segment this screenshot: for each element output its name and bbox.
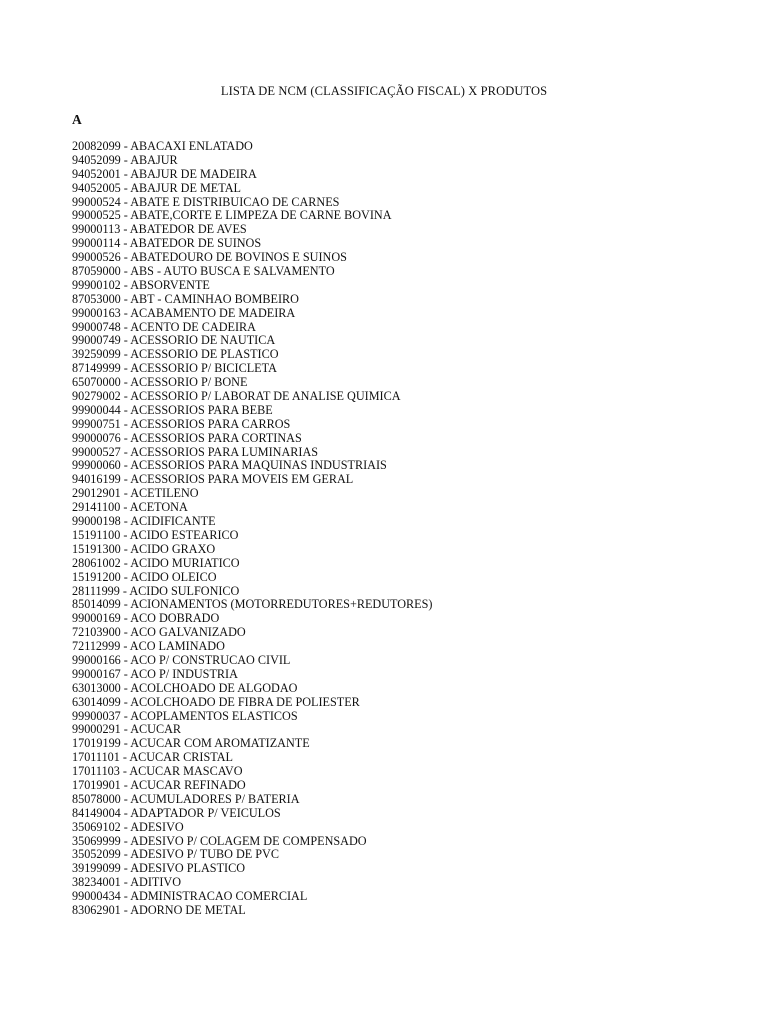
ncm-entry: 83062901 - ADORNO DE METAL xyxy=(72,902,246,917)
ncm-entry: 99000291 - ACUCAR xyxy=(72,722,182,737)
ncm-entry: 90279002 - ACESSORIO P/ LABORAT DE ANALISE QUIMICA xyxy=(72,389,401,404)
ncm-entry: 99000748 - ACENTO DE CADEIRA xyxy=(72,319,256,334)
ncm-entry: 39259099 - ACESSORIO DE PLASTICO xyxy=(72,347,279,362)
ncm-entry: 99000169 - ACO DOBRADO xyxy=(72,611,220,626)
ncm-entry: 84149004 - ADAPTADOR P/ VEICULOS xyxy=(72,805,281,820)
ncm-entry: 99000749 - ACESSORIO DE NAUTICA xyxy=(72,333,276,348)
ncm-entry: 15191200 - ACIDO OLEICO xyxy=(72,569,217,584)
ncm-entry: 99000113 - ABATEDOR DE AVES xyxy=(72,222,247,237)
ncm-entry: 99000166 - ACO P/ CONSTRUCAO CIVIL xyxy=(72,652,291,667)
ncm-entry: 72103900 - ACO GALVANIZADO xyxy=(72,625,246,640)
ncm-entry: 15191300 - ACIDO GRAXO xyxy=(72,541,216,556)
ncm-entry: 35052099 - ADESIVO P/ TUBO DE PVC xyxy=(72,847,279,862)
ncm-entry: 99000167 - ACO P/ INDUSTRIA xyxy=(72,666,238,681)
ncm-entry: 85078000 - ACUMULADORES P/ BATERIA xyxy=(72,791,300,806)
ncm-entry: 39199099 - ADESIVO PLASTICO xyxy=(72,861,245,876)
ncm-entry: 15191100 - ACIDO ESTEARICO xyxy=(72,527,239,542)
ncm-entry: 99000114 - ABATEDOR DE SUINOS xyxy=(72,236,262,251)
ncm-entry: 99900044 - ACESSORIOS PARA BEBE xyxy=(72,402,273,417)
ncm-entry: 99000524 - ABATE E DISTRIBUICAO DE CARNES xyxy=(72,194,340,209)
ncm-entry: 99900060 - ACESSORIOS PARA MAQUINAS INDUSTRIAIS xyxy=(72,458,387,473)
ncm-entry: 87053000 - ABT - CAMINHAO BOMBEIRO xyxy=(72,291,299,306)
ncm-entry: 99000525 - ABATE,CORTE E LIMPEZA DE CARNE BOVINA xyxy=(72,208,392,223)
ncm-entry: 99900102 - ABSORVENTE xyxy=(72,277,210,292)
ncm-entry: 99000434 - ADMINISTRACAO COMERCIAL xyxy=(72,889,308,904)
ncm-entry: 28111999 - ACIDO SULFONICO xyxy=(72,583,240,598)
ncm-entry: 35069102 - ADESIVO xyxy=(72,819,184,834)
ncm-entry: 94052005 - ABAJUR DE METAL xyxy=(72,180,241,195)
ncm-entry: 87059000 - ABS - AUTO BUSCA E SALVAMENTO xyxy=(72,264,335,279)
ncm-entry: 17019901 - ACUCAR REFINADO xyxy=(72,777,246,792)
ncm-entry: 99000198 - ACIDIFICANTE xyxy=(72,514,216,529)
ncm-entry: 94052001 - ABAJUR DE MADEIRA xyxy=(72,166,257,181)
ncm-entry: 85014099 - ACIONAMENTOS (MOTORREDUTORES+REDUTORES) xyxy=(72,597,433,612)
ncm-entry: 99900037 - ACOPLAMENTOS ELASTICOS xyxy=(72,708,298,723)
ncm-entry: 99000527 - ACESSORIOS PARA LUMINARIAS xyxy=(72,444,319,459)
ncm-entry: 17011103 - ACUCAR MASCAVO xyxy=(72,764,243,779)
ncm-entry: 65070000 - ACESSORIO P/ BONE xyxy=(72,375,248,390)
ncm-entry: 35069999 - ADESIVO P/ COLAGEM DE COMPENSADO xyxy=(72,833,367,848)
document-title: LISTA DE NCM (CLASSIFICAÇÃO FISCAL) X PRODUTOS xyxy=(220,84,548,98)
ncm-entry: 17011101 - ACUCAR CRISTAL xyxy=(72,750,233,765)
ncm-entry-list xyxy=(72,140,432,918)
section-letter: A xyxy=(72,112,82,127)
ncm-entry: 87149999 - ACESSORIO P/ BICICLETA xyxy=(72,361,277,376)
ncm-entry: 94052099 - ABAJUR xyxy=(72,152,178,167)
ncm-entry: 63013000 - ACOLCHOADO DE ALGODAO xyxy=(72,680,298,695)
ncm-entry: 29012901 - ACETILENO xyxy=(72,486,199,501)
ncm-entry: 72112999 - ACO LAMINADO xyxy=(72,639,225,654)
ncm-entry: 17019199 - ACUCAR COM AROMATIZANTE xyxy=(72,736,310,751)
ncm-entry: 99000526 - ABATEDOURO DE BOVINOS E SUINOS xyxy=(72,250,347,265)
ncm-entry: 99900751 - ACESSORIOS PARA CARROS xyxy=(72,416,291,431)
ncm-entry: 28061002 - ACIDO MURIATICO xyxy=(72,555,240,570)
ncm-entry: 63014099 - ACOLCHOADO DE FIBRA DE POLIESTER xyxy=(72,694,360,709)
ncm-entry: 99000163 - ACABAMENTO DE MADEIRA xyxy=(72,305,296,320)
ncm-entry: 38234001 - ADITIVO xyxy=(72,875,181,890)
ncm-entry: 29141100 - ACETONA xyxy=(72,500,188,515)
ncm-entry: 94016199 - ACESSORIOS PARA MOVEIS EM GERAL xyxy=(72,472,354,487)
ncm-entry: 99000076 - ACESSORIOS PARA CORTINAS xyxy=(72,430,302,445)
ncm-entry: 20082099 - ABACAXI ENLATADO xyxy=(72,139,253,153)
